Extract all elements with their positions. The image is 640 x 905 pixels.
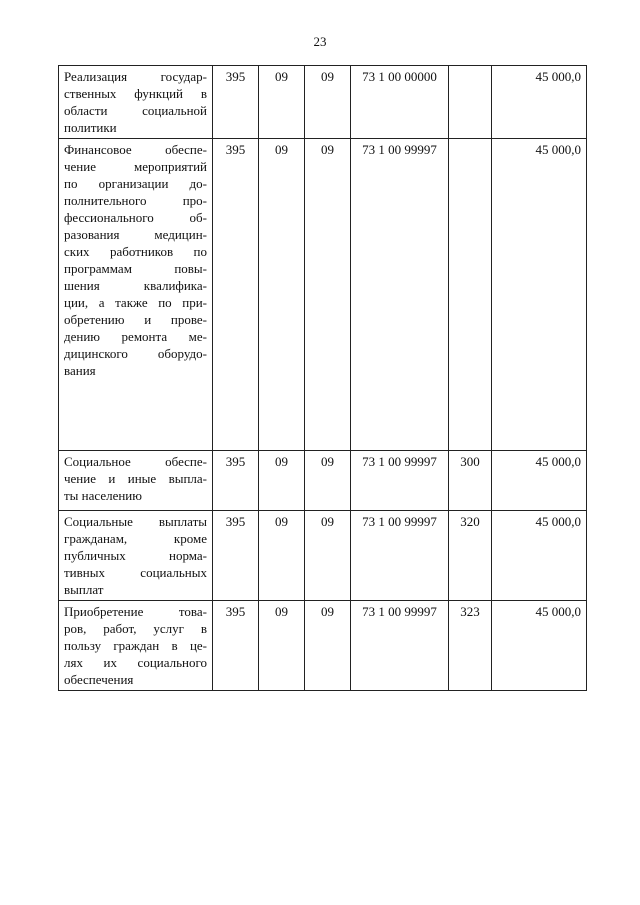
- ministry-code: 395: [213, 451, 259, 511]
- row-description: [59, 139, 213, 451]
- description-line: обретению и прове-: [64, 312, 207, 327]
- section-code: 09: [259, 601, 305, 691]
- budget-table: [58, 65, 587, 691]
- target-article-code: 73 1 00 99997: [351, 139, 449, 451]
- table-row: [59, 139, 587, 451]
- ministry-code: 395: [213, 66, 259, 139]
- description-line: Социальные выплаты: [64, 514, 207, 529]
- table-row: [59, 66, 587, 139]
- subsection-code: 09: [305, 451, 351, 511]
- description-line: разования медицин-: [64, 227, 207, 242]
- subsection-code: 09: [305, 139, 351, 451]
- expense-type-code: [449, 66, 492, 139]
- amount: 45 000,0: [492, 66, 587, 139]
- description-line: ских работников по: [64, 244, 207, 259]
- page-number: 23: [313, 34, 327, 49]
- expense-type-code: 320: [449, 511, 492, 601]
- expense-type-code: 300: [449, 451, 492, 511]
- row-description: [59, 601, 213, 691]
- amount: 45 000,0: [492, 451, 587, 511]
- description-line: полнительного про-: [64, 193, 207, 208]
- section-code: 09: [259, 66, 305, 139]
- description-line: ров, работ, услуг в: [64, 621, 207, 636]
- description-line: ты населению: [64, 488, 142, 503]
- description-line: чение мероприятий: [64, 159, 207, 174]
- row-description: [59, 66, 213, 139]
- description-line: вания: [64, 363, 96, 378]
- expense-type-code: 323: [449, 601, 492, 691]
- description-line: гражданам, кроме: [64, 531, 207, 546]
- table-row: [59, 511, 587, 601]
- description-line: политики: [64, 120, 117, 135]
- description-line: ственных функций в: [64, 86, 207, 101]
- description-line: публичных норма-: [64, 548, 207, 563]
- description-line: по организации до-: [64, 176, 207, 191]
- expense-type-code: [449, 139, 492, 451]
- description-line: фессионального об-: [64, 210, 207, 225]
- description-line: Приобретение това-: [64, 604, 207, 619]
- section-code: 09: [259, 139, 305, 451]
- description-line: Социальное обеспе-: [64, 454, 207, 469]
- target-article-code: 73 1 00 99997: [351, 511, 449, 601]
- description-line: шения квалифика-: [64, 278, 207, 293]
- description-line: лях их социального: [64, 655, 207, 670]
- description-line: дению ремонта ме-: [64, 329, 207, 344]
- description-line: пользу граждан в це-: [64, 638, 207, 653]
- table-row: [59, 601, 587, 691]
- subsection-code: 09: [305, 511, 351, 601]
- row-description: [59, 451, 213, 511]
- amount: 45 000,0: [492, 139, 587, 451]
- ministry-code: 395: [213, 601, 259, 691]
- amount: 45 000,0: [492, 601, 587, 691]
- row-description: [59, 511, 213, 601]
- description-line: тивных социальных: [64, 565, 207, 580]
- subsection-code: 09: [305, 66, 351, 139]
- amount: 45 000,0: [492, 511, 587, 601]
- description-line: области социальной: [64, 103, 207, 118]
- description-line: Реализация государ-: [64, 69, 207, 84]
- subsection-code: 09: [305, 601, 351, 691]
- target-article-code: 73 1 00 99997: [351, 601, 449, 691]
- target-article-code: 73 1 00 99997: [351, 451, 449, 511]
- section-code: 09: [259, 451, 305, 511]
- section-code: 09: [259, 511, 305, 601]
- table-row: [59, 451, 587, 511]
- ministry-code: 395: [213, 139, 259, 451]
- description-line: обеспечения: [64, 672, 134, 687]
- target-article-code: 73 1 00 00000: [351, 66, 449, 139]
- description-line: Финансовое обеспе-: [64, 142, 207, 157]
- description-line: программам повы-: [64, 261, 207, 276]
- description-line: дицинского оборудо-: [64, 346, 207, 361]
- ministry-code: 395: [213, 511, 259, 601]
- description-line: выплат: [64, 582, 104, 597]
- description-line: чение и иные выпла-: [64, 471, 207, 486]
- description-line: ции, а также по при-: [64, 295, 207, 310]
